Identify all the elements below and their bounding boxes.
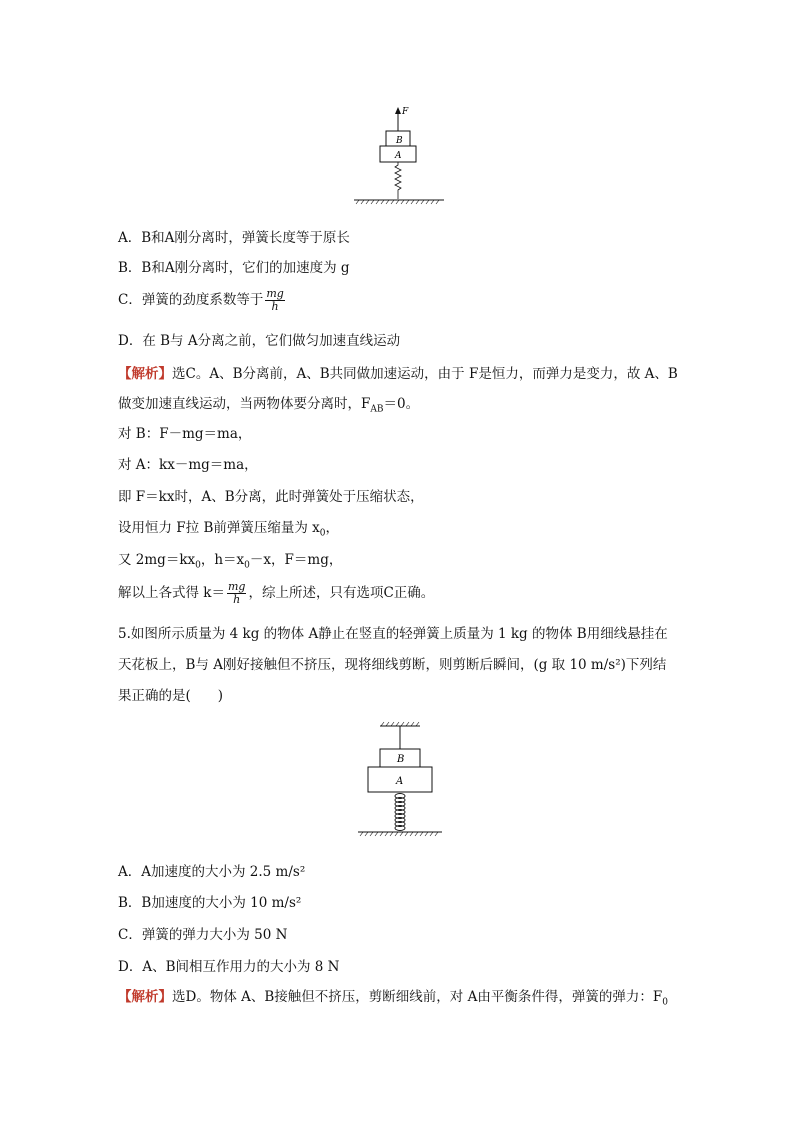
- spring: [395, 794, 405, 831]
- subscript: AB: [370, 404, 384, 415]
- q4-analysis-line-7: [118, 550, 342, 576]
- q4-analysis-line-6: [118, 518, 339, 544]
- q4-option-c: [118, 285, 287, 315]
- q4-option-b: B．B和A刚分离时，它们的加速度为 g: [118, 260, 350, 276]
- q4-analysis-line-1: [118, 364, 678, 384]
- analysis-tag: 【解析】: [118, 366, 172, 382]
- q4-option-a: A．B和A刚分离时，弹簧长度等于原长: [118, 230, 350, 246]
- block-a-label: A: [395, 151, 402, 161]
- text: －x，F＝mg，: [249, 552, 343, 568]
- fraction: [227, 581, 246, 606]
- spring: [395, 162, 401, 199]
- text: 又 2mg＝kx: [118, 552, 196, 568]
- ground-hatch: [356, 200, 439, 204]
- analysis-text: 选D。物体 A、B接触但不挤压，剪断细线前，对 A由平衡条件得，弹簧的弹力：F: [172, 989, 663, 1005]
- block-b-label: B: [397, 754, 405, 765]
- q5-line-1: 5.如图所示质量为 4 kg 的物体 A静止在竖直的轻弹簧上质量为 1 kg 的物体 B用细线悬挂在: [118, 626, 668, 642]
- q4-analysis-line-3: 对 B：F－mg＝ma，: [118, 426, 252, 442]
- analysis-text: 选C。A、B分离前，A、B共同做加速运动，由于 F是恒力，而弹力是变力，故 A、B: [172, 366, 678, 382]
- fraction-denominator: h: [271, 300, 279, 313]
- q5-option-b: B．B加速度的大小为 10 m/s²: [118, 895, 302, 911]
- text: ，: [325, 520, 340, 536]
- q4-option-c-text: C．弹簧的劲度系数等于: [118, 292, 264, 308]
- block-b-label: B: [396, 136, 403, 146]
- text: 设用恒力 F拉 B前弹簧压缩量为 x: [118, 520, 320, 536]
- fraction-denominator: h: [233, 593, 241, 606]
- text: ，h＝x: [200, 552, 245, 568]
- ground-hatch: [360, 832, 438, 836]
- q5-analysis-line-1: [118, 987, 668, 1013]
- subscript: 0: [244, 560, 250, 571]
- q4-option-d: D．在 B与 A分离之前，它们做匀加速直线运动: [118, 333, 401, 349]
- force-label: F: [402, 107, 409, 117]
- q4-analysis-line-5: 即 F＝kx时，A、B分离，此时弹簧处于压缩状态，: [118, 489, 424, 505]
- subscript: 0: [195, 560, 201, 571]
- q5-line-2: 天花板上，B与 A刚好接触但不挤压，现将细线剪断，则剪断后瞬间，(g 取 10 m/s²)下列结: [118, 657, 667, 673]
- text: 解以上各式得 k＝: [118, 585, 225, 601]
- q4-analysis-line-4: 对 A：kx－mg＝ma，: [118, 457, 258, 473]
- subscript: 0: [662, 997, 668, 1008]
- subscript: 0: [319, 528, 326, 539]
- text: ＝0。: [383, 396, 420, 412]
- text: ，综上所述，只有选项C正确。: [248, 585, 435, 601]
- text: 做变加速直线运动，当两物体要分离时，F: [118, 396, 371, 412]
- force-arrow-head: [395, 107, 401, 114]
- fraction-numerator: mg: [227, 580, 246, 593]
- q4-option-c-fraction: [265, 288, 284, 313]
- q4-analysis-line-8: [118, 578, 434, 608]
- block-a-label: A: [396, 776, 404, 787]
- q5-option-a: A．A加速度的大小为 2.5 m/s²: [118, 864, 306, 880]
- q4-analysis-line-2: [118, 394, 419, 420]
- figure-1-spring-blocks: [350, 100, 450, 210]
- analysis-tag: 【解析】: [118, 989, 172, 1005]
- ceiling-hatch: [381, 722, 419, 726]
- fraction-numerator: mg: [266, 287, 284, 300]
- q5-option-d: D．A、B间相互作用力的大小为 8 N: [118, 959, 340, 975]
- q5-option-c: C．弹簧的弹力大小为 50 N: [118, 927, 288, 943]
- figure-2-hanging-blocks: [350, 718, 450, 843]
- q5-line-3: 果正确的是( ): [118, 688, 224, 704]
